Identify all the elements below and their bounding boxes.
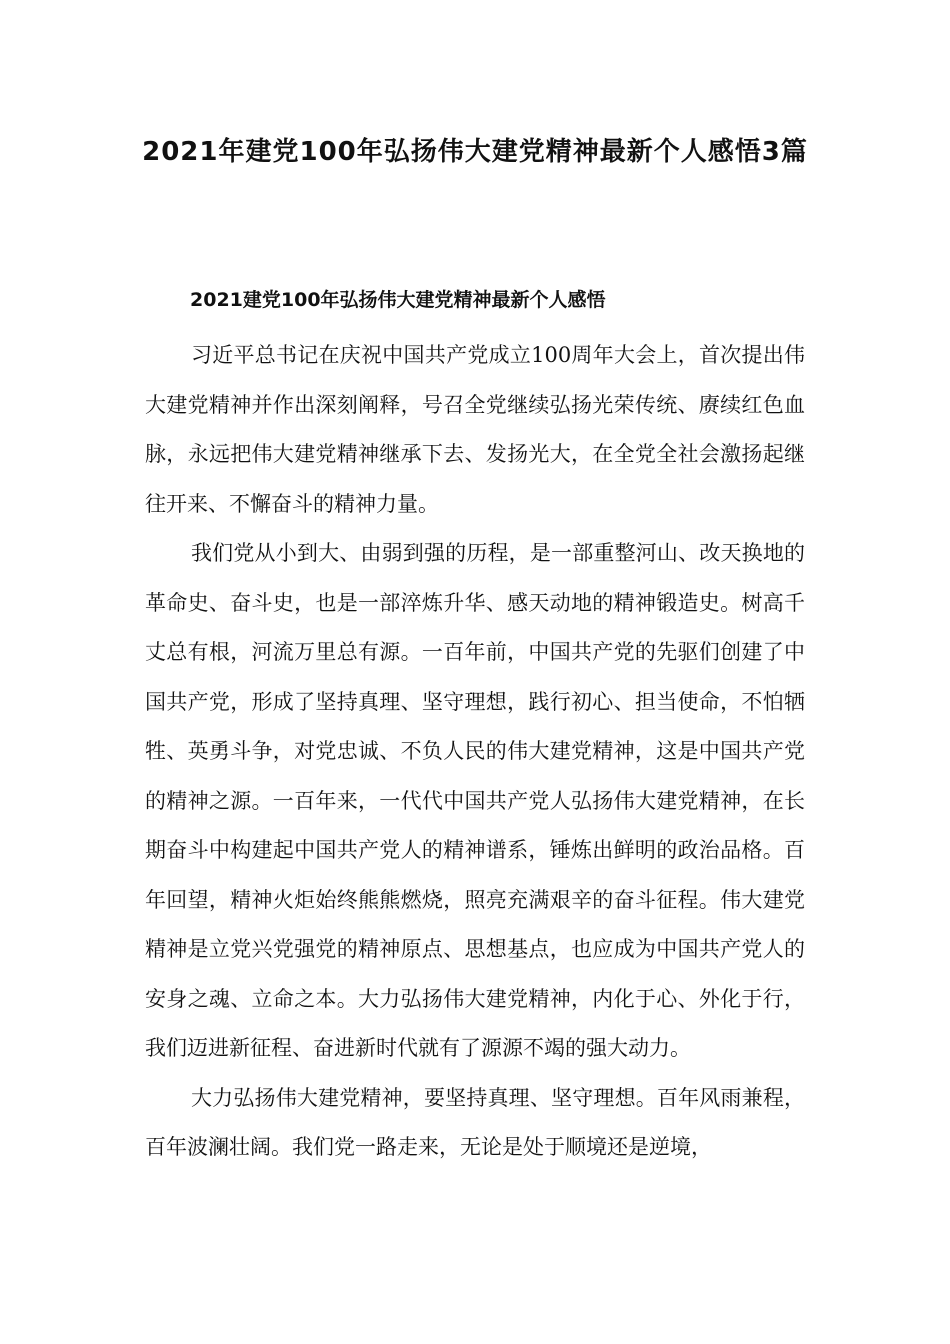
body-paragraph: 习近平总书记在庆祝中国共产党成立100周年大会上，首次提出伟大建党精神并作出深刻阐释，号召全党继续弘扬光荣传统、赓续红色血脉，永远把伟大建党精神继承下去、发扬光大，在全党全社会激扬起继往开来、不懈奋斗的精神力量。 — [145, 343, 805, 516]
document-body — [145, 331, 805, 1173]
body-paragraph: 大力弘扬伟大建党精神，要坚持真理、坚守理想。百年风雨兼程，百年波澜壮阔。我们党一路走来，无论是处于顺境还是逆境， — [145, 1085, 805, 1159]
section-heading: 2021建党100年弘扬伟大建党精神最新个人感悟 — [190, 289, 606, 311]
body-paragraph: 我们党从小到大、由弱到强的历程，是一部重整河山、改天换地的革命史、奋斗史，也是一部淬炼升华、感天动地的精神锻造史。树高千丈总有根，河流万里总有源。一百年前，中国共产党的先驱们创建了中国共产党，形成了坚持真理、坚守理想，践行初心、担当使命，不怕牺牲、英勇斗争，对党忠诚、不负人民的伟大建党精神，这是中国共产党的精神之源。一百年来，一代代中国共产党人弘扬伟大建党精神，在长期奋斗中构建起中国共产党人的精神谱系，锤炼出鲜明的政治品格。百年回望，精神火炬始终熊熊燃烧，照亮充满艰辛的奋斗征程。伟大建党精神是立党兴党强党的精神原点、思想基点，也应成为中国共产党人的安身之魂、立命之本。大力弘扬伟大建党精神，内化于心、外化于行，我们迈进新征程、奋进新时代就有了源源不竭的强大动力。 — [145, 541, 805, 1060]
document-title: 2021年建党100年弘扬伟大建党精神最新个人感悟3篇 — [142, 137, 808, 167]
